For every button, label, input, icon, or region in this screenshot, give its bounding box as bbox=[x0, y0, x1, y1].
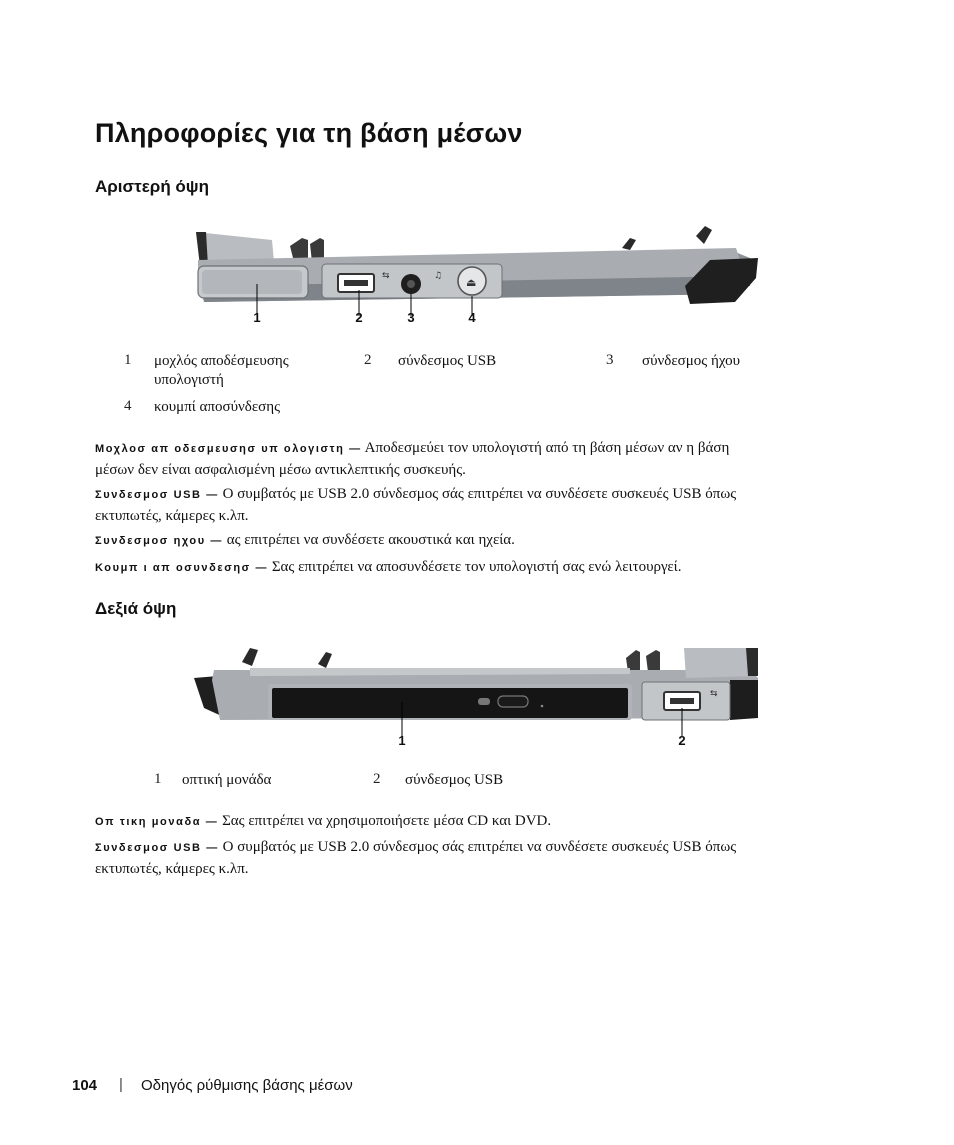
term: Οπ τικη μοναδα — bbox=[95, 816, 219, 828]
svg-text:⇆: ⇆ bbox=[710, 689, 718, 699]
left-view-heading: Αριστερή όψη bbox=[95, 177, 210, 196]
description-audio: Συνδεσμοσ ηχου — ας επιτρέπει να συνδέσετε ακουστικά και ηχεία. bbox=[95, 532, 515, 548]
description-release-lever: Μοχλοσ απ οδεσμευσησ υπ ολογιστη — Αποδεσμεύει τον υπολογιστή από τη βάση μέσων αν η βάση μέσων δεν είναι ασφαλισμένη μέσω αντικλεπτικής συσκευής. bbox=[95, 440, 730, 478]
left-view-callouts bbox=[190, 310, 770, 330]
legend-text: σύνδεσμος ήχου bbox=[642, 353, 741, 369]
legend-text: οπτική μονάδα bbox=[182, 772, 272, 788]
right-view-legend bbox=[0, 771, 954, 795]
legend-text: σύνδεσμος USB bbox=[398, 353, 497, 369]
callout-4: 4 bbox=[468, 310, 476, 325]
svg-text:♫: ♫ bbox=[434, 271, 443, 281]
term: Συνδεσμοσ USB — bbox=[95, 489, 219, 501]
description-usb-right: Συνδεσμοσ USB — Ο συμβατός με USB 2.0 σύνδεσμος σάς επιτρέπει να συνδέσετε συσκευές USB όπως εκτυπωτές, κάμερες κ.λπ. bbox=[95, 839, 737, 877]
callout-1: 1 bbox=[253, 310, 261, 325]
term: Μοχλοσ απ οδεσμευσησ υπ ολογιστη — bbox=[95, 443, 362, 455]
term: Συνδεσμοσ ηχου — bbox=[95, 535, 223, 547]
footer-title: Οδηγός ρύθμισης βάσης μέσων bbox=[141, 1077, 353, 1094]
right-view-callouts bbox=[190, 733, 770, 753]
left-view-legend bbox=[0, 352, 954, 422]
legend-num: 2 bbox=[373, 771, 381, 787]
description-optical-drive: Οπ τικη μοναδα — Σας επιτρέπει να χρησιμοποιήσετε μέσα CD και DVD. bbox=[95, 813, 552, 829]
legend-num: 1 bbox=[124, 352, 132, 368]
callout-2: 2 bbox=[678, 733, 686, 748]
term: Κουμπ ι απ οσυνδεσησ — bbox=[95, 562, 269, 574]
legend-text: υπολογιστή bbox=[154, 372, 224, 388]
footer-separator: | bbox=[119, 1076, 123, 1093]
legend-num: 3 bbox=[606, 352, 614, 368]
legend-text: κουμπί αποσύνδεσης bbox=[154, 399, 281, 415]
legend-text: σύνδεσμος USB bbox=[405, 772, 504, 788]
legend-num: 4 bbox=[124, 398, 132, 414]
description-undock: Κουμπ ι απ οσυνδεσησ — Σας επιτρέπει να αποσυνδέσετε τον υπολογιστή σας ενώ λειτουργεί. bbox=[95, 559, 682, 575]
legend-num: 1 bbox=[154, 771, 162, 787]
description-usb: Συνδεσμοσ USB — Ο συμβατός με USB 2.0 σύνδεσμος σάς επιτρέπει να συνδέσετε συσκευές USB όπως εκτυπωτές, κάμερες κ.λπ. bbox=[95, 486, 737, 524]
right-view-heading: Δεξιά όψη bbox=[95, 599, 177, 618]
svg-text:⇆: ⇆ bbox=[382, 271, 390, 281]
callout-1: 1 bbox=[398, 733, 406, 748]
page-number: 104 bbox=[72, 1077, 98, 1094]
callout-2: 2 bbox=[355, 310, 363, 325]
callout-3: 3 bbox=[407, 310, 415, 325]
term: Συνδεσμοσ USB — bbox=[95, 842, 219, 854]
legend-text: μοχλός αποδέσμευσης bbox=[154, 353, 289, 369]
svg-text:⏏: ⏏ bbox=[466, 276, 477, 289]
page-title: Πληροφορίες για τη βάση μέσων bbox=[95, 118, 523, 148]
legend-num: 2 bbox=[364, 352, 372, 368]
